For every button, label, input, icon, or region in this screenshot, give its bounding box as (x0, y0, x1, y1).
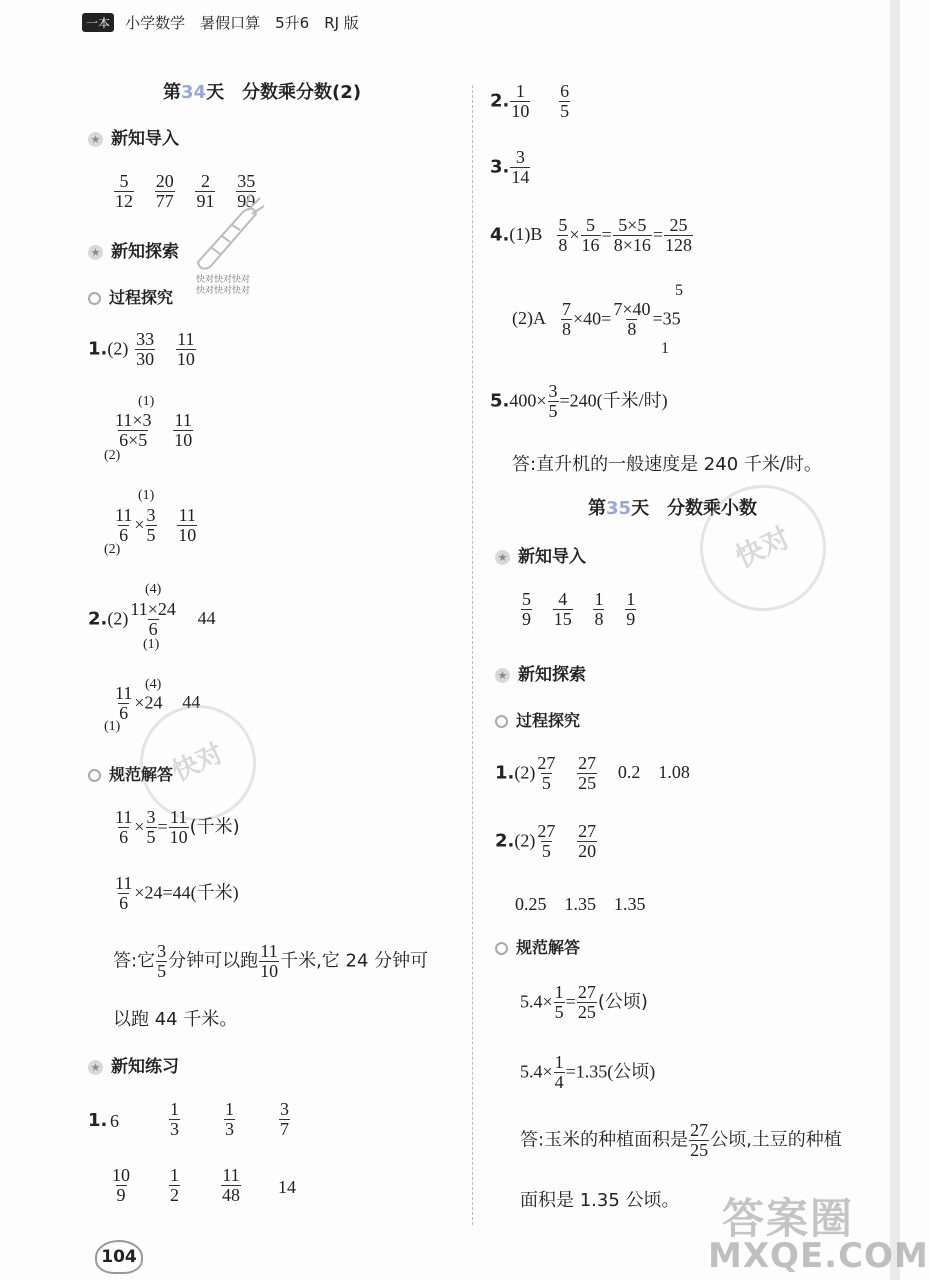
fraction: $\frac{11}{10}$ (176, 329, 195, 369)
section-guifan: 规范解答 (88, 762, 173, 785)
section-xinzhi-tansuo: ★ 新知探索 (88, 237, 179, 262)
q2-step2: $\frac{11}{6}$ ×24 44 (115, 683, 201, 723)
carrot-stamp-icon (188, 192, 268, 272)
star-icon: ★ (88, 1060, 103, 1075)
r-answer-2: 面积是 1.35 公顷。 (520, 1190, 680, 1211)
r-q5-answer: 答:直升机的一般速度是 240 千米/时。 (512, 454, 822, 475)
section-xinzhi-daoru: ★ 新知导入 (88, 124, 179, 149)
page-edge (890, 0, 900, 1280)
lianxi-row1: $\frac{1}{3}$ (170, 1099, 179, 1139)
cancel-mark: (2) (104, 448, 121, 463)
r-solution-1: 5.4× $\frac{1}{5}$ = $\frac{27}{25}$ (公顷) (520, 982, 648, 1022)
site-watermark: MXQE.COM (708, 1236, 929, 1276)
r-q5: 5.400× $\frac{3}{5}$ =240(千米/时) (490, 381, 668, 421)
r-solution-2: 5.4× $\frac{1}{4}$ =1.35(公顷) (520, 1052, 656, 1092)
fraction: $\frac{11}{10}$ (174, 410, 193, 450)
brand-watermark: 答案圈 (722, 1194, 855, 1243)
lianxi-row1: $\frac{1}{3}$ (225, 1099, 234, 1139)
section-lianxi: ★ 新知练习 (88, 1052, 179, 1077)
lianxi-row1: $\frac{3}{7}$ (280, 1099, 289, 1139)
stamp-text: 快对快对快对 快对快对快对 (196, 275, 251, 296)
daoru-fractions-2: $\frac{5}{9}$ $\frac{4}{15}$ $\frac{1}{8}$ $\frac{1}{9}$ (522, 589, 636, 629)
r-q2: 2. $\frac{1}{10}$ $\frac{6}{5}$ (490, 81, 570, 121)
fraction: $\frac{20}{77}$ (155, 171, 174, 211)
circle-icon (495, 715, 508, 728)
day-number: 35 (606, 498, 632, 519)
r-q4-2: (2)A $\frac{7}{8}$ ×40= $\frac{7\times 40}{8}$ =35 (512, 299, 681, 339)
fraction: $\frac{3}{5}$ (146, 505, 156, 545)
q2: 2.(2) $\frac{11\times 24}{6}$ 44 (88, 599, 216, 639)
kuaidui-watermark: 快对 (679, 464, 846, 631)
cancel-mark: (4) (145, 582, 162, 597)
day-number: 34 (181, 82, 207, 103)
r-answer-1: 答:玉米的种植面积是 $\frac{27}{25}$ 公顷,土豆的种植 (520, 1120, 842, 1160)
q1: 1.(2) $\frac{33}{30}$ $\frac{11}{10}$ (88, 329, 195, 369)
lianxi-row2: $\frac{10}{9}$ (112, 1165, 130, 1205)
fraction: $\frac{35}{99}$ (237, 171, 256, 211)
day35-title: 第35天 分数乘小数 (588, 498, 758, 519)
cancel-mark: (1) (138, 394, 155, 409)
lianxi-row2: $\frac{1}{2}$ (170, 1165, 179, 1205)
header-text: 小学数学 暑假口算 5升6 RJ 版 (125, 14, 359, 32)
fraction: $\frac{11\times 24}{6}$ (130, 599, 176, 639)
r-q4-1: 4.(1)B $\frac{5}{8}$ × $\frac{5}{16}$ = $\frac{5\times 5}{8\times 16}$ = $\frac{25}{128}$ (490, 215, 692, 255)
cancel-mark: 1 (661, 340, 669, 357)
r-p2: 2.(2) $\frac{27}{5}$ $\frac{27}{20}$ (495, 821, 597, 861)
section-xinzhi-tansuo-2: ★ 新知探索 (495, 660, 586, 685)
kuaidui-watermark: 快对 (121, 686, 275, 840)
fraction: $\frac{11}{6}$ (115, 683, 133, 723)
q1-step2: $\frac{11}{6}$ × $\frac{3}{5}$ $\frac{11}{10}$ (115, 505, 197, 545)
lianxi-label: 1. (88, 1110, 108, 1131)
star-icon: ★ (88, 245, 103, 260)
column-divider (472, 85, 473, 1225)
section-guocheng: 过程探究 (88, 285, 173, 308)
header (82, 12, 359, 33)
series-logo: 一本 (82, 13, 114, 32)
fraction: $\frac{2}{91}$ (196, 171, 215, 211)
circle-icon (495, 942, 508, 955)
q1-step1 (113, 411, 194, 450)
cancel-mark: (1) (143, 637, 160, 652)
lianxi-value: 6 (110, 1111, 119, 1131)
section-guocheng-2: 过程探究 (495, 708, 580, 731)
day34-title: 第34天 分数乘分数(2) (163, 82, 362, 103)
fraction: $\frac{11\times 3}{6\times 5}$ (115, 410, 152, 450)
page-number: 104 (95, 1240, 143, 1274)
circle-icon (88, 769, 101, 782)
lianxi-row2: $\frac{11}{48}$ (222, 1165, 240, 1205)
answer-line-1: 答:它 $\frac{3}{5}$ 分钟可以跑 $\frac{11}{10}$ 千米,它 24 分钟可 (113, 941, 429, 981)
solution-2: $\frac{11}{6}$ ×24=44(千米) (115, 873, 239, 913)
star-icon: ★ (495, 668, 510, 683)
star-icon: ★ (495, 550, 510, 565)
r-p2-line: 0.25 1.35 1.35 (515, 894, 646, 914)
cancel-mark: 5 (675, 282, 683, 299)
lianxi-value: 14 (278, 1177, 296, 1197)
r-p1: 1.(2) $\frac{27}{5}$ $\frac{27}{25}$ 0.2 1.08 (495, 753, 690, 793)
circle-icon (88, 292, 101, 305)
answer-line-2: 以跑 44 千米。 (113, 1009, 238, 1030)
fraction: $\frac{33}{30}$ (136, 329, 155, 369)
r-q3: 3. $\frac{3}{14}$ (490, 147, 530, 187)
star-icon: ★ (88, 132, 103, 147)
fraction: $\frac{11}{10}$ (178, 505, 197, 545)
cancel-mark: (2) (104, 542, 121, 557)
section-guifan-2: 规范解答 (495, 935, 580, 958)
cancel-mark: (1) (138, 488, 155, 503)
solution-1: $\frac{11}{6}$ × $\frac{3}{5}$ = $\frac{11}{10}$ (千米) (115, 807, 240, 847)
fraction: $\frac{5}{12}$ (115, 171, 133, 211)
cancel-mark: (4) (145, 677, 162, 692)
fraction: $\frac{11}{6}$ (115, 505, 133, 545)
section-xinzhi-daoru-2: ★ 新知导入 (495, 542, 586, 567)
cancel-mark: (1) (104, 719, 121, 734)
